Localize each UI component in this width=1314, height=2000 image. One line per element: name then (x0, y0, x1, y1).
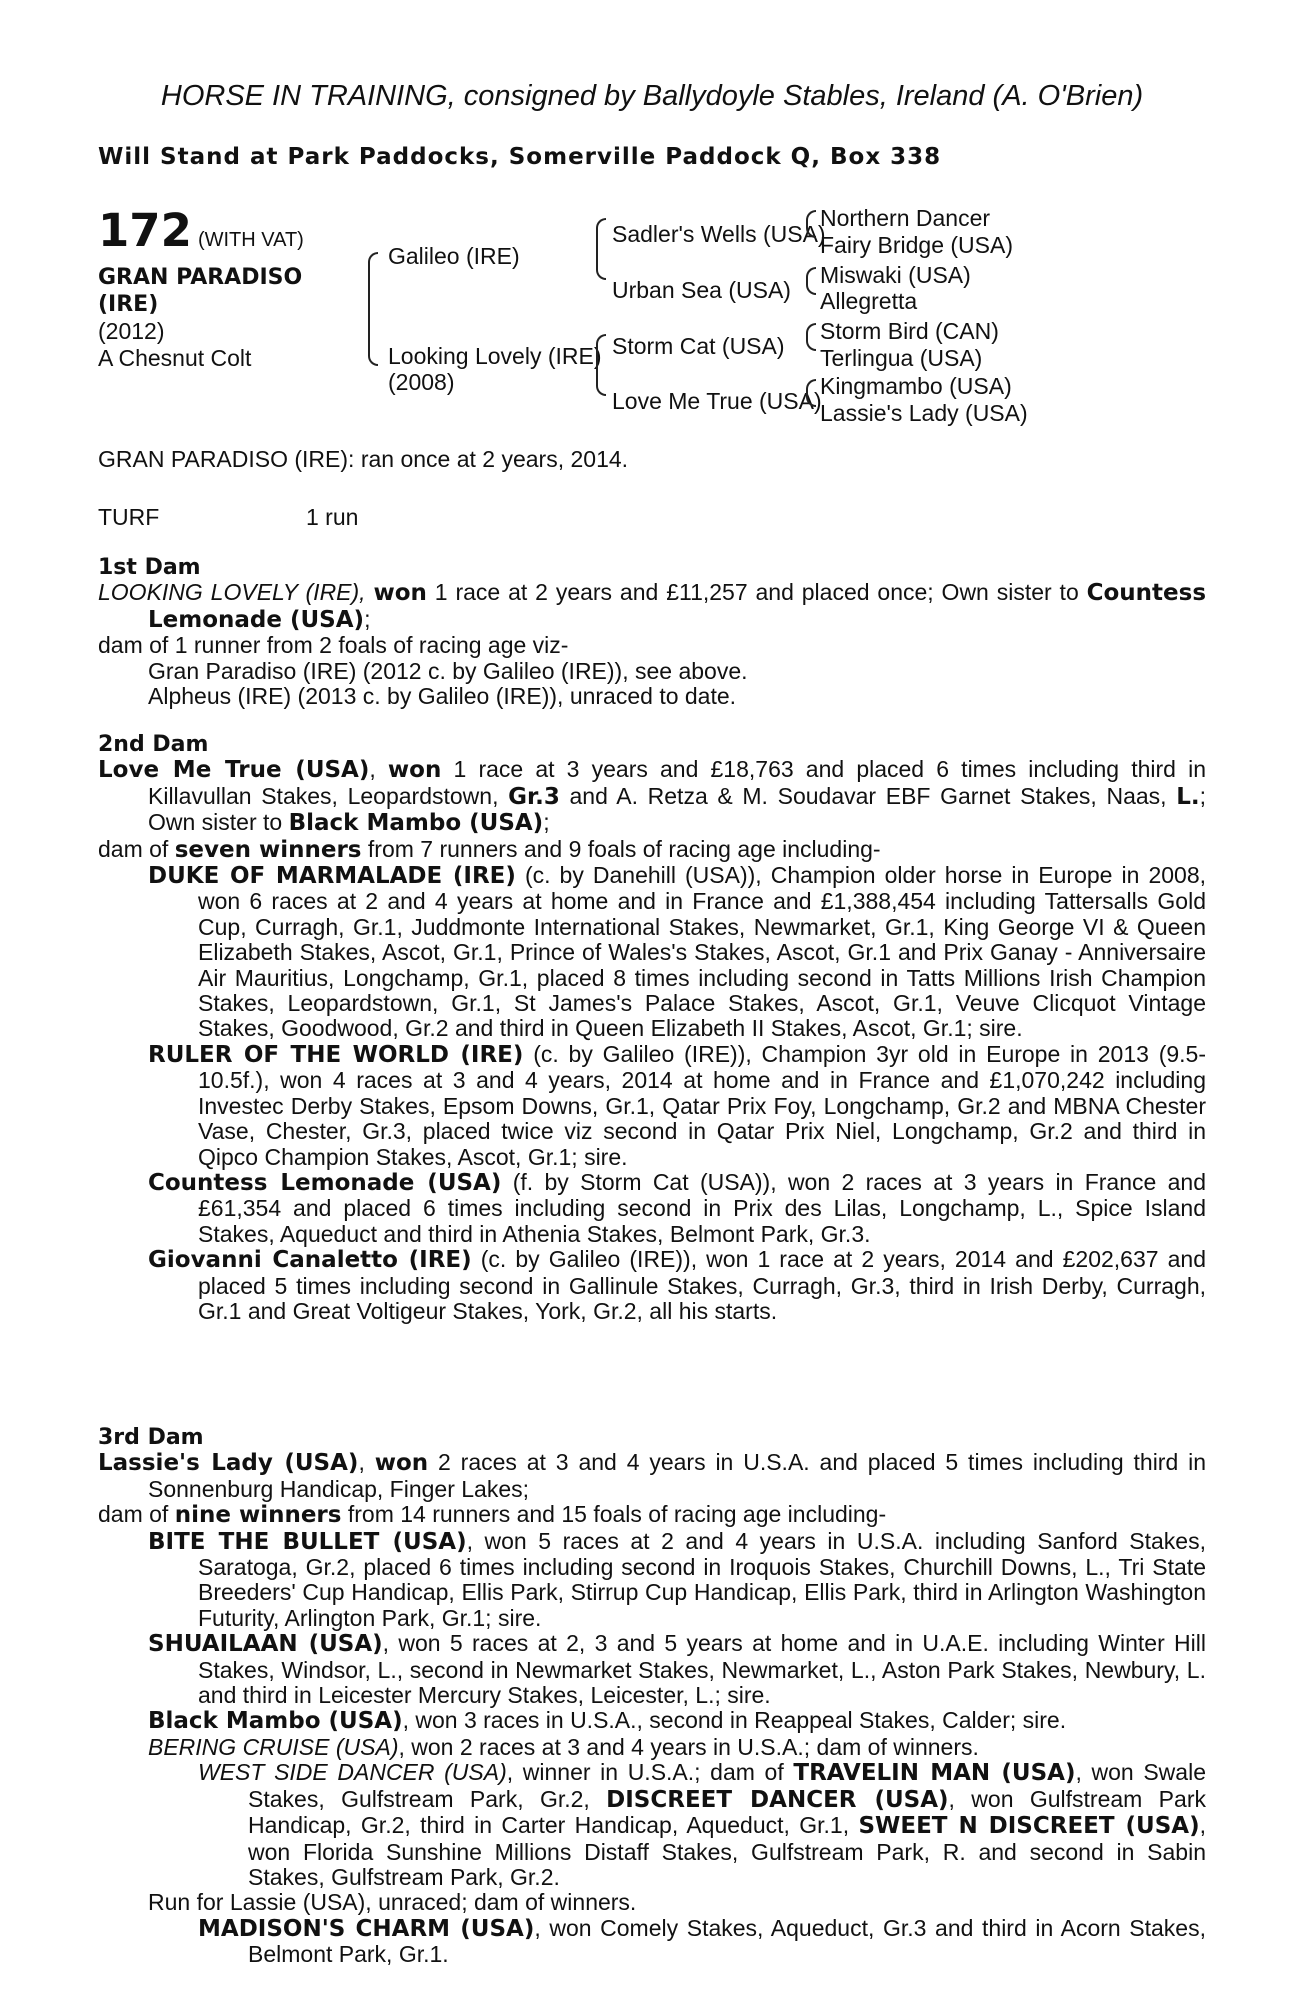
brace-sire-dam (368, 252, 378, 366)
horse-name-line2: (IRE) (98, 292, 159, 317)
third-dam-won: won (374, 1450, 429, 1477)
brace-g4 (806, 379, 816, 407)
progeny-madison (98, 1916, 1206, 1968)
second-dam-heading: 2nd Dam (98, 732, 209, 757)
brace-dam-line (596, 334, 606, 396)
progeny-bering (98, 1735, 1206, 1760)
pedigree-dam-dam: Love Me True (USA) (612, 388, 822, 414)
pedigree-dam-year: (2008) (388, 369, 455, 395)
vat-note: (WITH VAT) (197, 229, 304, 251)
third-dam-dam-of-rest: from 14 runners and 15 foals of racing age including- (341, 1501, 887, 1528)
progeny-shuailaan-text: , won 5 races at 2, 3 and 5 years at home and in U.A.E. including Winter Hill Stakes, Windsor, L., second in Newmarket Stakes, Newmarket, L., Aston Park Stakes, Newbury, L. and third in Leicester Mercury Stakes, Leicester, L.; sire. (198, 1630, 1206, 1709)
second-dam-section: 2nd Dam Love Me True (USA), won 1 race at 3 years and £18,763 and placed 6 times including third in Killavullan Stakes, Leopardstown, Gr.3 and A. Retza & M. Soudavar EBF Garnet Stakes, Naas, L.; Own sister to Black Mambo (USA); dam of seven winners from 7 runners and 9 foals of racing age including- DUKE OF MARMALADE (IRE) (c. by Danehill (USA)), Champion older horse in Europe in 2008, won 6 races at 2 and 4 years at home and in France and £1,388,454 including Tattersalls Gold Cup, Curragh, Gr.1, Juddmonte International Stakes, Newmarket, Gr.1, King George VI & Queen Elizabeth Stakes, Ascot, Gr.1, Prince of Wales's Stakes, Ascot, Gr.1 and Prix Ganay - Anniversaire Air Mauritius, Longchamp, Gr.1, placed 8 times including second in Tatts Millions Irish Champion Stakes, Leopardstown, Gr.1, St James's Palace Stakes, Ascot, Gr.1, Veuve Clicquot Vintage Stakes, Goodwood, Gr.2 and third in Queen Elizabeth II Stakes, Ascot, Gr.1; sire. RULER OF THE WORLD (IRE) (c. by Galileo (IRE)), Champion 3yr old in Europe in 2013 (9.5-10.5f.), won 4 races at 3 and 4 years, 2014 at home and in France and £1,070,242 including Investec Derby Stakes, Epsom Downs, Gr.1, Qatar Prix Foy, Longchamp, Gr.2 and MBNA Chester Vase, Chester, Gr.3, placed twice viz second in Qatar Prix Niel, Longchamp, Gr.2 and third in Qipco Champion Stakes, Ascot, Gr.1; sire. Countess Lemonade (USA) (f. by Storm Cat (USA)), won 2 races at 3 years in France and £61,354 and placed 6 times including second in Prix des Lilas, Longchamp, L., Spice Island Stakes, Aqueduct and third in Athenia Stakes, Belmont Park, Gr.3. Giovanni Canaletto (IRE) (c. by Galileo (IRE)), won 1 race at 2 years, 2014 and £202,637 and placed 5 times including second in Gallinule Stakes, Curragh, Gr.3, third in Irish Derby, Curragh, Gr.1 and Great Voltigeur Stakes, York, Gr.2, all his starts. (98, 732, 1207, 1324)
second-dam-sister: Black Mambo (USA) (288, 810, 544, 837)
second-dam-name: Love Me True (USA) (98, 757, 370, 784)
third-dam-winners: nine winners (174, 1502, 342, 1529)
surface-line (98, 505, 1206, 530)
progeny-giovanni-text: (c. by Galileo (IRE)), won 1 race at 2 years, 2014 and £202,637 and placed 5 times including second in Gallinule Stakes, Curragh, Gr.3, third in Irish Derby, Curragh, Gr.1 and Great Voltigeur Stakes, York, Gr.2, all his starts. (198, 1246, 1206, 1324)
lot-number: 172 (98, 204, 192, 257)
progeny-sweet-n-discreet: SWEET N DISCREET (USA) (858, 1813, 1200, 1840)
progeny-countess-name: Countess Lemonade (USA) (148, 1169, 502, 1196)
first-dam-progeny-1: Gran Paradiso (IRE) (2012 c. by Galileo (IRE)), see above. (148, 657, 748, 684)
progeny-ruler-text: (c. by Galileo (IRE)), Champion 3yr old in Europe in 2013 (9.5-10.5f.), won 4 races at 3 and 4 years, 2014 at home and in France and £1,070,242 including Investec Derby Stakes, Epsom Downs, Gr.1, Qatar Prix Foy, Longchamp, Gr.2 and MBNA Chester Vase, Chester, Gr.3, placed twice viz second in Qatar Prix Niel, Longchamp, Gr.2 and third in Qipco Champion Stakes, Ascot, Gr.1; sire. (198, 1040, 1207, 1170)
progeny-giovanni (98, 1247, 1206, 1324)
progeny-travelin-man: TRAVELIN MAN (USA) (793, 1760, 1076, 1787)
second-dam-listed: L. (1176, 783, 1200, 810)
pedigree-g4: Allegretta (820, 288, 918, 314)
first-dam-text: 1 race at 2 years and £11,257 and placed once; Own sister to (434, 579, 1079, 606)
page-title: HORSE IN TRAINING, consigned by Ballydoyle Stables, Ireland (A. O'Brien) (160, 80, 1144, 112)
second-dam-grade: Gr.3 (508, 783, 560, 810)
progeny-bering-text: , won 2 races at 3 and 4 years in U.S.A.; dam of winners. (398, 1733, 979, 1760)
first-dam-won: won (373, 580, 427, 607)
pedigree-g8: Lassie's Lady (USA) (820, 400, 1028, 426)
second-dam-dam-of: dam of (98, 835, 175, 862)
first-dam-section (98, 555, 1206, 709)
pedigree-sire: Galileo (IRE) (388, 243, 520, 269)
progeny-madison-name: MADISON'S CHARM (USA) (198, 1915, 535, 1942)
progeny-shuailaan (98, 1631, 1206, 1708)
progeny-duke-text: (c. by Danehill (USA)), Champion older horse in Europe in 2008, won 6 races at 2 and 4 years at home and in France and £1,388,454 including Tattersalls Gold Cup, Curragh, Gr.1, Juddmonte International Stakes, Newmarket, Gr.1, King George VI & Queen Elizabeth Stakes, Ascot, Gr.1, Prince of Wales's Stakes, Ascot, Gr.1 and Prix Ganay - Anniversaire Air Mauritius, Longchamp, Gr.1, placed 8 times including second in Tatts Millions Irish Champion Stakes, Leopardstown, Gr.1, St James's Palace Stakes, Ascot, Gr.1, Veuve Clicquot Vintage Stakes, Goodwood, Gr.2 and third in Queen Elizabeth II Stakes, Ascot, Gr.1; sire. (198, 862, 1207, 1042)
progeny-countess-text: (f. by Storm Cat (USA)), won 2 races at 3 years in France and £61,354 and placed 6 times including second in Prix des Lilas, Longchamp, L., Spice Island Stakes, Aqueduct and third in Athenia Stakes, Belmont Park, Gr.3. (198, 1168, 1206, 1247)
second-dam-won: won (387, 757, 442, 784)
third-dam-section: 3rd Dam Lassie's Lady (USA), won 2 races at 3 and 4 years in U.S.A. and placed 5 times including third in Sonnenburg Handicap, Finger Lakes; dam of nine winners from 14 runners and 15 foals of racing age including- BITE THE BULLET (USA), won 5 races at 2 and 4 years in U.S.A. including Sanford Stakes, Saratoga, Gr.2, placed 6 times including second in Iroquois Stakes, Churchill Downs, L., Tri State Breeders' Cup Handicap, Ellis Park, Stirrup Cup Handicap, Ellis Park, third in Arlington Washington Futurity, Arlington Park, Gr.1; sire. SHUAILAAN (USA), won 5 races at 2, 3 and 5 years at home and in U.A.E. including Winter Hill Stakes, Windsor, L., second in Newmarket Stakes, Newmarket, L., Aston Park Stakes, Newbury, L. and third in Leicester Mercury Stakes, Leicester, L.; sire. Black Mambo (USA), won 3 races in U.S.A., second in Reappeal Stakes, Calder; sire. BERING CRUISE (USA), won 2 races at 3 and 4 years in U.S.A.; dam of winners. WEST SIDE DANCER (USA), winner in U.S.A.; dam of TRAVELIN MAN (USA), won Swale Stakes, Gulfstream Park, Gr.2, DISCREET DANCER (USA), won Gulfstream Park Handicap, Gr.2, third in Carter Handicap, Aqueduct, Gr.1, SWEET N DISCREET (USA), won Florida Sunshine Millions Distaff Stakes, Gulfstream Park, R. and second in Sabin Stakes, Gulfstream Park, Gr.2. Run for Lassie (USA), unraced; dam of winners. MADISON'S CHARM (USA), won Comely Stakes, Aqueduct, Gr.3 and third in Acorn Stakes, Belmont Park, Gr.1. (98, 1425, 1207, 1968)
brace-g1 (806, 210, 816, 238)
brace-sire-line (596, 218, 606, 280)
horse-description: A Chesnut Colt (98, 345, 252, 371)
progeny-ruler (98, 1042, 1206, 1170)
second-dam-winners: seven winners (174, 836, 362, 863)
progeny-west-side-text-a: , winner in U.S.A.; dam of (506, 1759, 794, 1786)
progeny-bering-name: BERING CRUISE (USA) (148, 1733, 399, 1760)
progeny-west-side-text-d: , won Florida Sunshine Millions Distaff Stakes, Gulfstream Park, R. and second in Sabin Stakes, Gulfstream Park, Gr.2. (248, 1812, 1206, 1890)
pedigree-g6: Terlingua (USA) (820, 345, 983, 371)
second-dam-text-4: ; (543, 809, 550, 836)
progeny-west-side-text-b: , won Swale Stakes, Gulfstream Park, Gr.2, (248, 1759, 1206, 1812)
brace-g2 (806, 267, 816, 295)
progeny-black-mambo-text: , won 3 races in U.S.A., second in Reappeal Stakes, Calder; sire. (402, 1707, 1067, 1734)
progeny-bite-name: BITE THE BULLET (USA) (148, 1528, 467, 1555)
pedigree-g5: Storm Bird (CAN) (820, 318, 999, 344)
first-dam-name: LOOKING LOVELY (IRE), (98, 579, 366, 606)
first-dam-heading: 1st Dam (98, 555, 201, 580)
pedigree-g3: Miswaki (USA) (820, 262, 971, 288)
progeny-duke-name: DUKE OF MARMALADE (IRE) (148, 863, 516, 890)
progeny-west-side-name: WEST SIDE DANCER (USA) (198, 1759, 507, 1786)
progeny-ruler-name: RULER OF THE WORLD (IRE) (148, 1041, 524, 1068)
pedigree-sire-dam: Urban Sea (USA) (612, 277, 791, 303)
progeny-giovanni-name: Giovanni Canaletto (IRE) (148, 1247, 472, 1274)
progeny-countess (98, 1170, 1206, 1247)
first-dam-sister: Countess Lemonade (USA) (148, 580, 1207, 633)
pedigree-g2: Fairy Bridge (USA) (820, 232, 1013, 258)
brace-g3 (806, 323, 816, 351)
third-dam-heading: 3rd Dam (98, 1425, 204, 1450)
second-dam-dam-of-rest: from 7 runners and 9 foals of racing age including- (361, 835, 881, 862)
progeny-discreet-dancer: DISCREET DANCER (USA) (606, 1786, 949, 1813)
progeny-shuailaan-name: SHUAILAAN (USA) (148, 1631, 383, 1658)
second-dam-text-2: and A. Retza & M. Soudavar EBF Garnet Stakes, Naas, (559, 782, 1177, 809)
progeny-black-mambo-name: Black Mambo (USA) (148, 1708, 403, 1735)
horse-name-line1: GRAN PARADISO (98, 265, 303, 290)
run-for-lassie: Run for Lassie (USA), unraced; dam of winners. (148, 1889, 637, 1916)
third-dam-name: Lassie's Lady (USA) (98, 1450, 359, 1477)
pedigree-sire-sire: Sadler's Wells (USA) (612, 221, 826, 247)
horse-info (98, 264, 358, 372)
horse-year: (2012) (98, 318, 165, 344)
runs-count: 1 run (306, 504, 359, 530)
third-dam-text: 2 races at 3 and 4 years in U.S.A. and placed 5 times including third in Sonnenburg Handicap, Finger Lakes; (148, 1449, 1207, 1502)
second-dam-text-1: 1 race at 3 years and £18,763 and placed 6 times including third in Killavullan Stakes, Leopardstown, (148, 756, 1207, 809)
pedigree-g7: Kingmambo (USA) (820, 373, 1012, 399)
first-dam-text-end: ; (364, 605, 371, 632)
progeny-bite-text: , won 5 races at 2 and 4 years in U.S.A. including Sanford Stakes, Saratoga, Gr.2, placed 6 times including second in Iroquois Stakes, Churchill Downs, L., Tri State Breeders' Cup Handicap, Ellis Park, Stirrup Cup Handicap, Ellis Park, third in Arlington Washington Futurity, Arlington Park, Gr.1; sire. (198, 1527, 1206, 1631)
pedigree-dam: Looking Lovely (IRE) (388, 343, 602, 369)
progeny-west-side (98, 1760, 1206, 1890)
second-dam-text-3: ; Own sister to (148, 782, 1207, 836)
pedigree-g1: Northern Dancer (820, 205, 991, 231)
progeny-black-mambo (98, 1708, 1206, 1734)
third-dam-dam-of: dam of (98, 1501, 175, 1528)
progeny-madison-text: , won Comely Stakes, Aqueduct, Gr.3 and third in Acorn Stakes, Belmont Park, Gr.1. (248, 1914, 1206, 1968)
stand-location: Will Stand at Park Paddocks, Somerville Paddock Q, Box 338 (98, 144, 942, 170)
lot-header (98, 204, 304, 257)
race-record: GRAN PARADISO (IRE): ran once at 2 years, 2014. (98, 446, 629, 472)
progeny-west-side-text-c: , won Gulfstream Park Handicap, Gr.2, third in Carter Handicap, Aqueduct, Gr.1, (248, 1785, 1206, 1839)
progeny-duke (98, 863, 1206, 1042)
surface-label: TURF (98, 504, 160, 530)
progeny-bite (98, 1529, 1206, 1632)
pedigree-dam-sire: Storm Cat (USA) (612, 333, 785, 359)
first-dam-progeny-2: Alpheus (IRE) (2013 c. by Galileo (IRE)), unraced to date. (148, 683, 737, 710)
first-dam-dam-of: dam of 1 runner from 2 foals of racing age viz- (98, 632, 569, 659)
